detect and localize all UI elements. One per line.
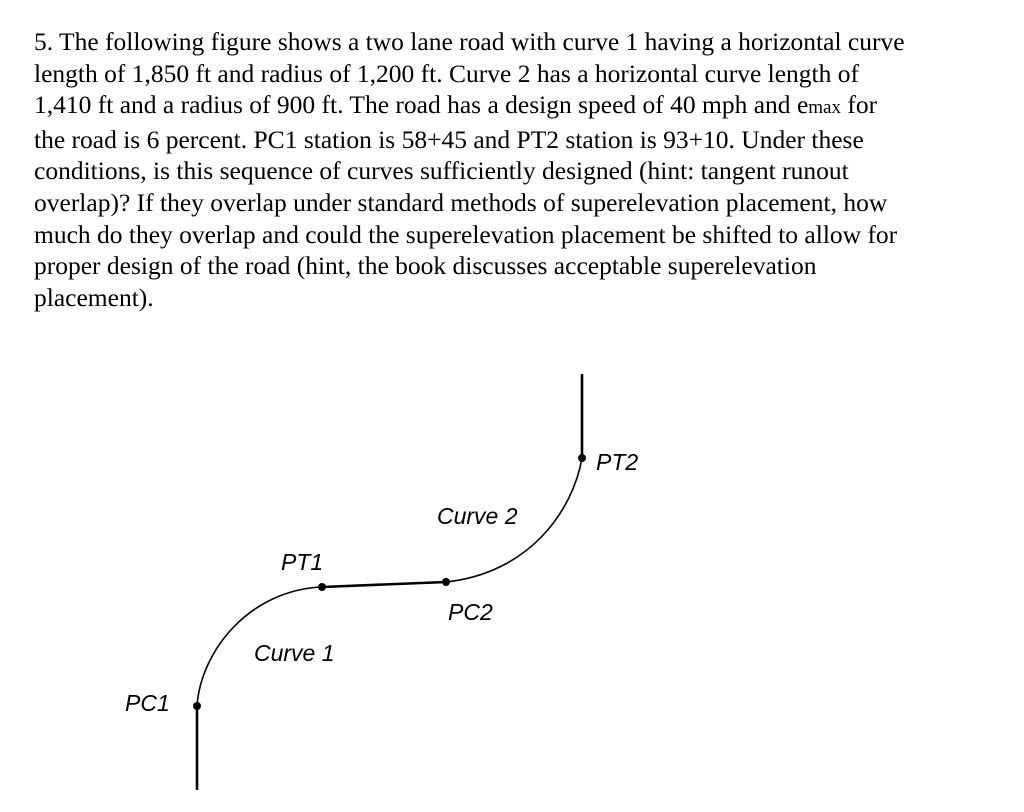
problem-line-9: placement). bbox=[34, 282, 154, 312]
problem-line-7: much do they overlap and could the superelevation placement be shifted to allow for bbox=[34, 219, 898, 249]
emax-subscript: max bbox=[808, 97, 841, 119]
problem-line-1: 5. The following figure shows a two lane road with curve 1 having a horizontal curve bbox=[34, 27, 905, 56]
label-curve-2: Curve 2 bbox=[437, 503, 518, 529]
problem-line-5: conditions, is this sequence of curves sufficiently designed (hint: tangent runout bbox=[34, 156, 849, 186]
problem-line-4: the road is 6 percent. PC1 station is 58+45 and PT2 station is 93+10. Under these bbox=[34, 124, 864, 154]
pt1-point bbox=[318, 583, 326, 591]
pc1-point bbox=[193, 702, 201, 710]
pt2-point bbox=[578, 454, 586, 462]
label-pc1: PC1 bbox=[125, 690, 170, 716]
label-curve-1: Curve 1 bbox=[254, 640, 335, 666]
emax-tail: for bbox=[840, 90, 878, 120]
label-pt1: PT1 bbox=[281, 549, 324, 575]
pc2-point bbox=[442, 578, 450, 586]
problem-line-6: overlap)? If they overlap under standard methods of superelevation placement, how bbox=[34, 187, 888, 217]
emax-symbol: e bbox=[796, 90, 809, 120]
problem-line-3-text: 1,410 ft and a radius of 900 ft. The road has a design speed of 40 mph and bbox=[34, 90, 797, 120]
label-pc2: PC2 bbox=[448, 599, 493, 625]
problem-line-8: proper design of the road (hint, the book discusses acceptable superelevation bbox=[34, 251, 817, 281]
problem-line-2: length of 1,850 ft and radius of 1,200 ft. Curve 2 has a horizontal curve length of bbox=[34, 58, 860, 88]
road-tangent-middle bbox=[322, 582, 446, 587]
label-pt2: PT2 bbox=[596, 449, 639, 475]
